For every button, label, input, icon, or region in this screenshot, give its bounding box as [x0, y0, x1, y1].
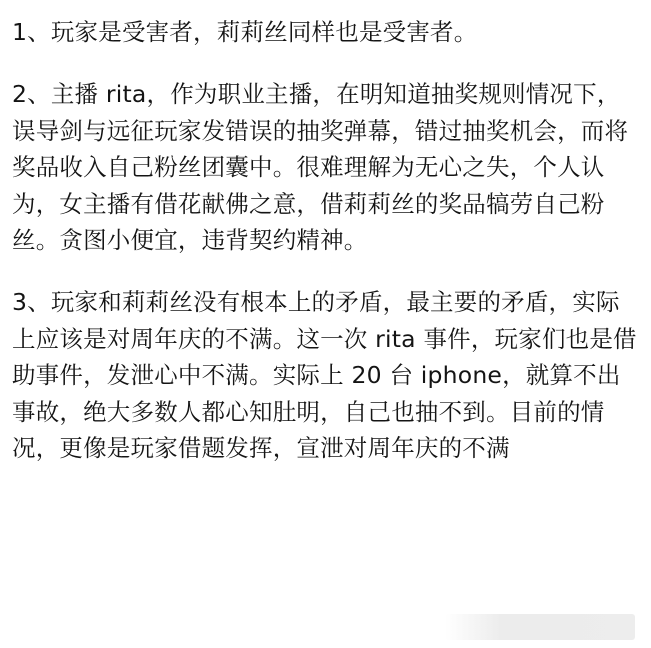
paragraph-3: 3、玩家和莉莉丝没有根本上的矛盾，最主要的矛盾，实际上应该是对周年庆的不满。这一次 rita 事件，玩家们也是借助事件，发泄心中不满。实际上 20 台 iphone，就算不出事故，绝大多数人都心知肚明，自己也抽不到。目前的情况，更像是玩家借题发挥，宣泄对周年庆的不满: [12, 288, 637, 463]
paragraph-1: 1、玩家是受害者，莉莉丝同样也是受害者。: [12, 18, 478, 46]
watermark-blur: [445, 614, 635, 640]
paragraph-2: 2、主播 rita，作为职业主播，在明知道抽奖规则情况下，误导剑与远征玩家发错误的抽奖弹幕，错过抽奖机会，而将奖品收入自己粉丝团囊中。很难理解为无心之失，个人认为，女主播有借花献佛之意，借莉莉丝的奖品犒劳自己粉丝。贪图小便宜，违背契约精神。: [12, 80, 629, 255]
post-body: [12, 14, 638, 648]
